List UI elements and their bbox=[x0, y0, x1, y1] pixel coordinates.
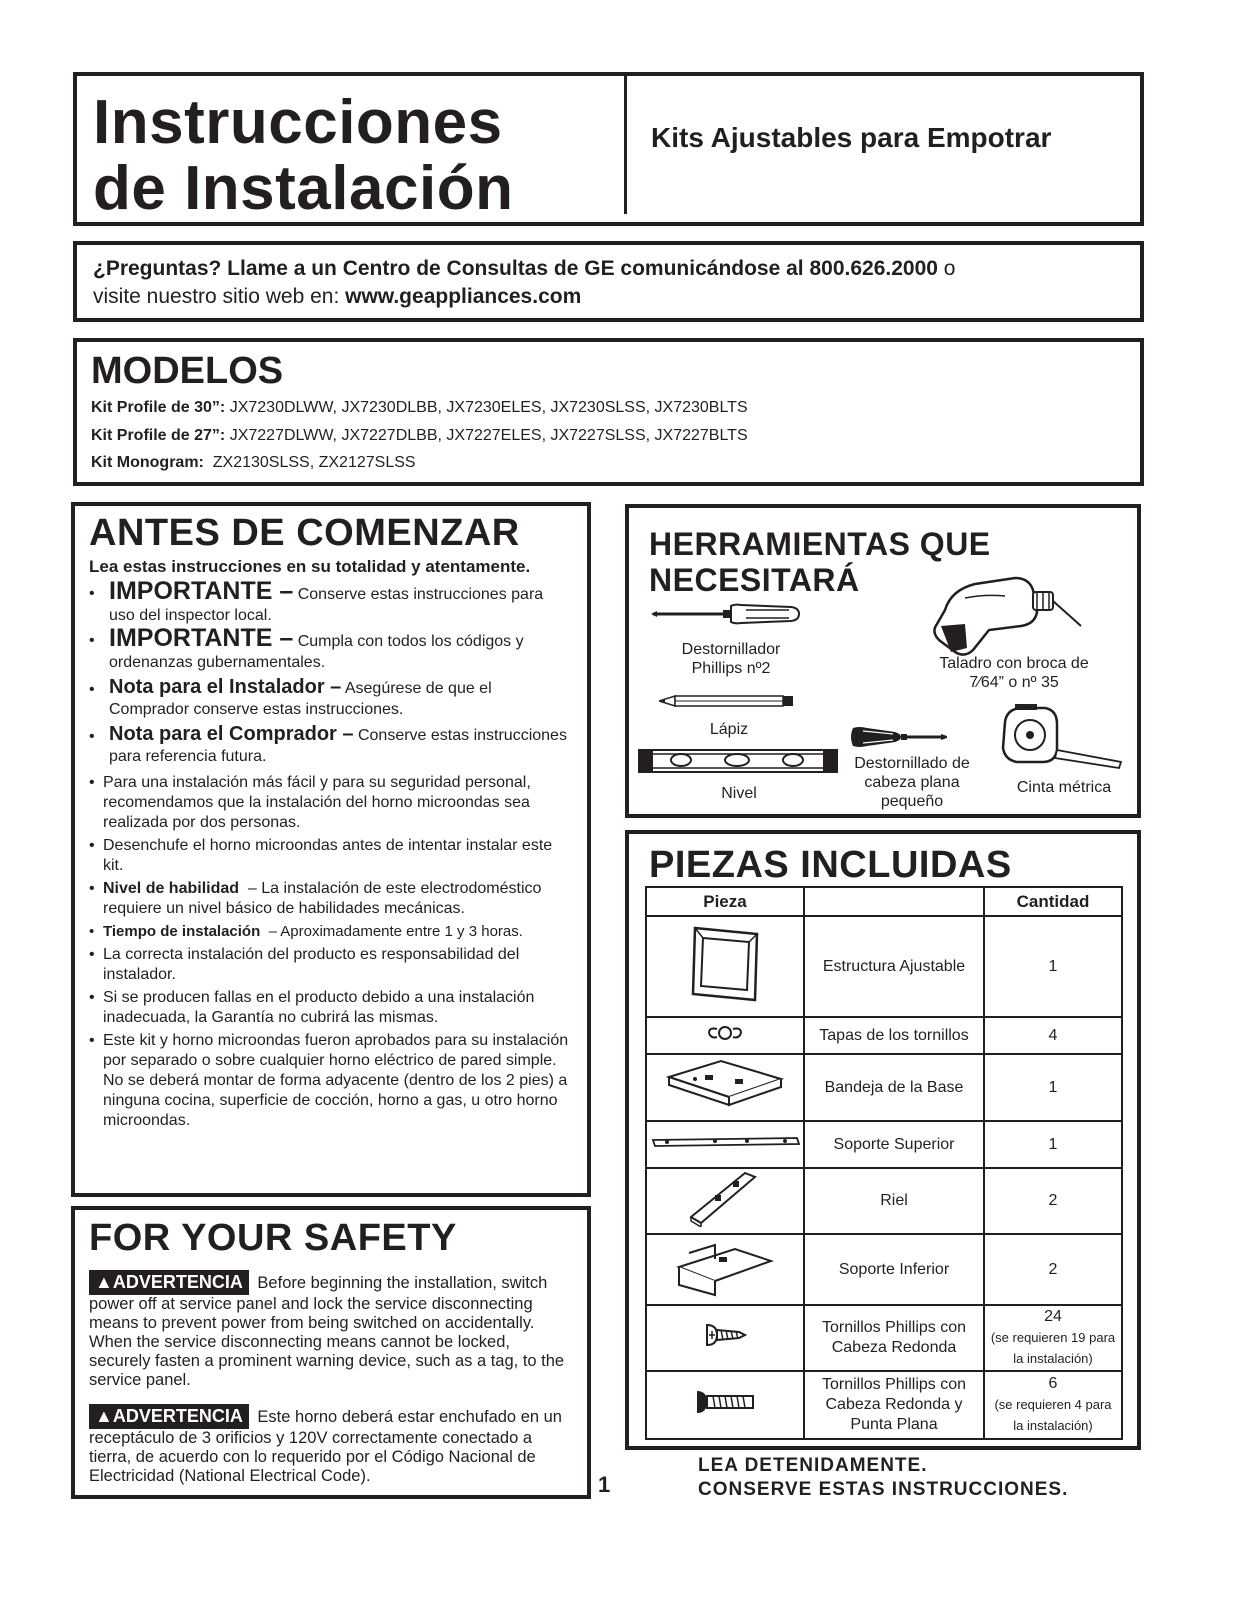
tools-heading-line-2: NECESITARÁ bbox=[649, 562, 860, 598]
flat-tip-screw-icon bbox=[693, 1387, 757, 1417]
table-row bbox=[646, 1168, 1122, 1234]
part-name: Tornillos Phillips con Cabeza Redonda bbox=[804, 1305, 984, 1371]
model-line-label: Kit Profile de 30”: bbox=[91, 399, 226, 416]
part-qty-cell bbox=[984, 1305, 1122, 1371]
base-tray-icon bbox=[665, 1057, 785, 1113]
screw-cap-icon bbox=[705, 1023, 745, 1043]
bullet: • bbox=[89, 774, 95, 791]
list-item bbox=[89, 773, 573, 833]
footer-note bbox=[698, 1454, 1068, 1502]
antes-heading: ANTES DE COMENZAR bbox=[89, 512, 520, 554]
note-item bbox=[89, 724, 573, 767]
part-qty-cell bbox=[984, 1017, 1122, 1054]
bullet: • bbox=[89, 632, 95, 649]
questions-bold: ¿Preguntas? Llame a un Centro de Consultas de GE comunicándose al 800.626.2000 bbox=[93, 257, 938, 280]
questions-connector: o bbox=[937, 257, 956, 280]
tool-label-tape: Cinta métrica bbox=[1016, 779, 1112, 796]
part-qty: 1 bbox=[1048, 957, 1058, 975]
table-row bbox=[646, 1234, 1122, 1305]
warning-triangle-icon: ▲ bbox=[95, 1272, 113, 1292]
part-qty: 2 bbox=[1048, 1192, 1058, 1209]
part-image-cell bbox=[646, 1054, 804, 1121]
warning-triangle-icon: ▲ bbox=[95, 1406, 113, 1426]
drill-icon bbox=[925, 570, 1085, 660]
warning-paragraph bbox=[89, 1270, 573, 1390]
item-text: – Aproximadamente entre 1 y 3 horas. bbox=[260, 923, 523, 940]
important-item bbox=[89, 624, 573, 673]
page-subtitle: Kits Ajustables para Empotrar bbox=[651, 122, 1052, 153]
part-name: Bandeja de la Base bbox=[804, 1054, 984, 1121]
bullet: • bbox=[89, 681, 95, 698]
footer-line-2: CONSERVE ESTAS INSTRUCCIONES. bbox=[698, 1479, 1069, 1500]
tool-label-level: Nivel bbox=[721, 785, 757, 802]
website-link[interactable]: www.geappliances.com bbox=[345, 285, 582, 308]
table-row bbox=[646, 1371, 1122, 1439]
bullet: • bbox=[89, 585, 95, 602]
model-line-label: Kit Monogram: bbox=[91, 454, 204, 471]
note-item bbox=[89, 677, 573, 720]
parts-table bbox=[645, 886, 1123, 1440]
parts-box bbox=[625, 830, 1141, 1450]
item-lead: Nivel de habilidad bbox=[103, 880, 240, 897]
part-name: Soporte Superior bbox=[804, 1121, 984, 1168]
item-text: – La instalación de este electrodoméstico requiere un nivel básico de habilidades mecánicas. bbox=[103, 880, 546, 917]
important-text: Cumpla con todos los códigos y ordenanzas gubernamentales. bbox=[109, 633, 524, 671]
part-qty-note: (se requieren 4 para la instalación) bbox=[994, 1397, 1112, 1433]
title-line-1: Instrucciones bbox=[93, 88, 503, 157]
warning-text: Before beginning the installation, switch power off at service panel and lock the service disconnecting means to prevent power from being switched on accidentally. When the service disconnecting means cannot be locked, securely fasten a prominent warning device, such as a tag, to the service panel. bbox=[89, 1274, 565, 1389]
page-number: 1 bbox=[598, 1472, 611, 1497]
part-qty-cell bbox=[984, 1121, 1122, 1168]
table-row bbox=[646, 916, 1122, 1017]
list-item bbox=[89, 836, 573, 876]
table-row bbox=[646, 1305, 1122, 1371]
part-image-cell bbox=[646, 1121, 804, 1168]
flat-screwdriver-icon bbox=[849, 724, 949, 750]
warning-label: ADVERTENCIA bbox=[112, 1406, 243, 1426]
tape-measure-icon bbox=[997, 704, 1127, 774]
model-line-label: Kit Profile de 27”: bbox=[91, 426, 226, 444]
part-image-cell bbox=[646, 1234, 804, 1305]
top-bracket-icon bbox=[651, 1134, 801, 1150]
important-lead: IMPORTANTE – bbox=[109, 577, 294, 605]
list-item bbox=[89, 945, 573, 985]
column-header-quantity: Cantidad bbox=[984, 887, 1122, 916]
part-qty-cell bbox=[984, 916, 1122, 1017]
bullet: • bbox=[89, 728, 95, 745]
part-name: Soporte Inferior bbox=[804, 1234, 984, 1305]
safety-heading: FOR YOUR SAFETY bbox=[89, 1217, 457, 1259]
part-qty: 1 bbox=[1048, 1135, 1058, 1153]
part-qty-cell bbox=[984, 1371, 1122, 1439]
questions-box bbox=[73, 241, 1144, 322]
part-qty: 2 bbox=[1048, 1260, 1058, 1278]
safety-box bbox=[71, 1206, 591, 1499]
bullet: • bbox=[89, 989, 95, 1006]
model-line-value: JX7230DLWW, JX7230DLBB, JX7230ELES, JX7230SLSS, JX7230BLTS bbox=[225, 399, 748, 416]
model-line bbox=[91, 422, 1126, 450]
table-header-row bbox=[646, 887, 1122, 916]
column-header-piece: Pieza bbox=[646, 887, 804, 916]
table-row bbox=[646, 1054, 1122, 1121]
part-qty: 24 bbox=[1044, 1308, 1062, 1325]
part-name: Riel bbox=[804, 1168, 984, 1234]
phillips-screwdriver-icon bbox=[651, 602, 801, 626]
part-qty: 1 bbox=[1048, 1078, 1058, 1096]
note-text: Conserve estas instrucciones para referencia futura. bbox=[109, 727, 567, 765]
model-line bbox=[91, 394, 1126, 422]
part-name: Tornillos Phillips con Cabeza Redonda y Punta Plana bbox=[804, 1371, 984, 1439]
warning-label: ADVERTENCIA bbox=[112, 1272, 243, 1292]
part-image-cell bbox=[646, 1371, 804, 1439]
models-box bbox=[73, 338, 1144, 486]
table-row bbox=[646, 1017, 1122, 1054]
part-name: Tapas de los tornillos bbox=[804, 1017, 984, 1054]
item-text: La correcta instalación del producto es responsabilidad del instalador. bbox=[103, 946, 520, 983]
note-lead: Nota para el Comprador – bbox=[109, 723, 354, 745]
tools-heading-line-1: HERRAMIENTAS QUE bbox=[649, 526, 991, 562]
note-text: Asegúrese de que el Comprador conserve estas instrucciones. bbox=[109, 680, 492, 718]
list-item bbox=[89, 988, 573, 1028]
item-text: Desenchufe el horno microondas antes de intentar instalar este kit. bbox=[103, 837, 553, 874]
tool-label-drill: Taladro con broca de 7⁄64” o nº 35 bbox=[939, 655, 1089, 691]
warning-badge bbox=[89, 1404, 249, 1429]
item-text: Para una instalación más fácil y para su seguridad personal, recomendamos que la instalación del horno microondas sea realizada por dos personas. bbox=[103, 774, 531, 831]
part-image-cell bbox=[646, 1017, 804, 1054]
header-box bbox=[73, 72, 1144, 226]
level-icon bbox=[637, 744, 839, 780]
part-image-cell bbox=[646, 1168, 804, 1234]
bullet: • bbox=[89, 880, 95, 897]
warning-badge bbox=[89, 1270, 249, 1295]
important-text: Conserve estas instrucciones para uso del inspector local. bbox=[109, 586, 544, 624]
round-head-screw-icon bbox=[703, 1321, 747, 1349]
part-name: Estructura Ajustable bbox=[804, 916, 984, 1017]
bullet: • bbox=[89, 923, 95, 940]
model-line-value: JX7227DLWW, JX7227DLBB, JX7227ELES, JX7227SLSS, JX7227BLTS bbox=[225, 426, 748, 444]
part-qty: 6 bbox=[1048, 1375, 1058, 1392]
item-text: Si se producen fallas en el producto debido a una instalación inadecuada, la Garantía no cubrirá las mismas. bbox=[103, 989, 535, 1026]
table-row bbox=[646, 1121, 1122, 1168]
note-lead: Nota para el Instalador – bbox=[109, 676, 342, 698]
page-title bbox=[93, 90, 513, 222]
models-heading: MODELOS bbox=[91, 350, 284, 392]
model-line-value: ZX2130SLSS, ZX2127SLSS bbox=[203, 454, 416, 471]
bottom-bracket-icon bbox=[675, 1237, 775, 1297]
tools-box bbox=[625, 504, 1141, 818]
column-header-name bbox=[804, 887, 984, 916]
part-qty-note: (se requieren 19 para la instalación) bbox=[990, 1330, 1116, 1366]
title-divider bbox=[624, 76, 627, 214]
important-item bbox=[89, 577, 573, 626]
list-item bbox=[89, 1031, 573, 1131]
warning-text: Este horno deberá estar enchufado en un receptáculo de 3 orificios y 120V correctamente conectado a tierra, de acuerdo con lo requerido por el Código Nacional de Electricidad (National Electrical Code). bbox=[89, 1408, 562, 1485]
antes-box bbox=[71, 502, 591, 1197]
bullet: • bbox=[89, 1032, 95, 1049]
warning-paragraph bbox=[89, 1404, 573, 1486]
tool-label-phillips: Destornillador Phillips nº2 bbox=[681, 641, 781, 677]
part-qty: 4 bbox=[1048, 1026, 1058, 1044]
rail-icon bbox=[685, 1169, 765, 1227]
part-image-cell bbox=[646, 916, 804, 1017]
item-lead: Tiempo de instalación bbox=[103, 923, 261, 940]
bullet: • bbox=[89, 837, 95, 854]
list-item bbox=[89, 879, 573, 919]
footer-line-1: LEA DETENIDAMENTE. bbox=[698, 1455, 928, 1476]
part-image-cell bbox=[646, 1305, 804, 1371]
parts-heading: PIEZAS INCLUIDAS bbox=[649, 844, 1012, 886]
part-qty-cell bbox=[984, 1168, 1122, 1234]
model-line bbox=[91, 449, 1126, 477]
part-qty-cell bbox=[984, 1054, 1122, 1121]
antes-intro: Lea estas instrucciones en su totalidad y atentamente. bbox=[89, 557, 531, 576]
part-qty-cell bbox=[984, 1234, 1122, 1305]
adjustable-frame-icon bbox=[685, 924, 765, 1004]
list-item bbox=[89, 922, 573, 942]
tool-label-pencil: Lápiz bbox=[709, 721, 749, 738]
important-lead: IMPORTANTE – bbox=[109, 624, 294, 652]
item-text: Este kit y horno microondas fueron aprobados para su instalación por separado o sobre cualquier horno eléctrico de pared simple. No se deberá montar de forma adyacente (dentro de los 2 pies) a ninguna cocina, superficie de cocción, horno a gas, u otro horno microondas. bbox=[103, 1032, 569, 1129]
tool-label-flathead: Destornillado de cabeza plana pequeño bbox=[854, 755, 970, 810]
bullet: • bbox=[89, 946, 95, 963]
pencil-icon bbox=[659, 694, 795, 708]
questions-line-2: visite nuestro sitio web en: bbox=[93, 285, 346, 308]
title-line-2: de Instalación bbox=[93, 154, 514, 223]
